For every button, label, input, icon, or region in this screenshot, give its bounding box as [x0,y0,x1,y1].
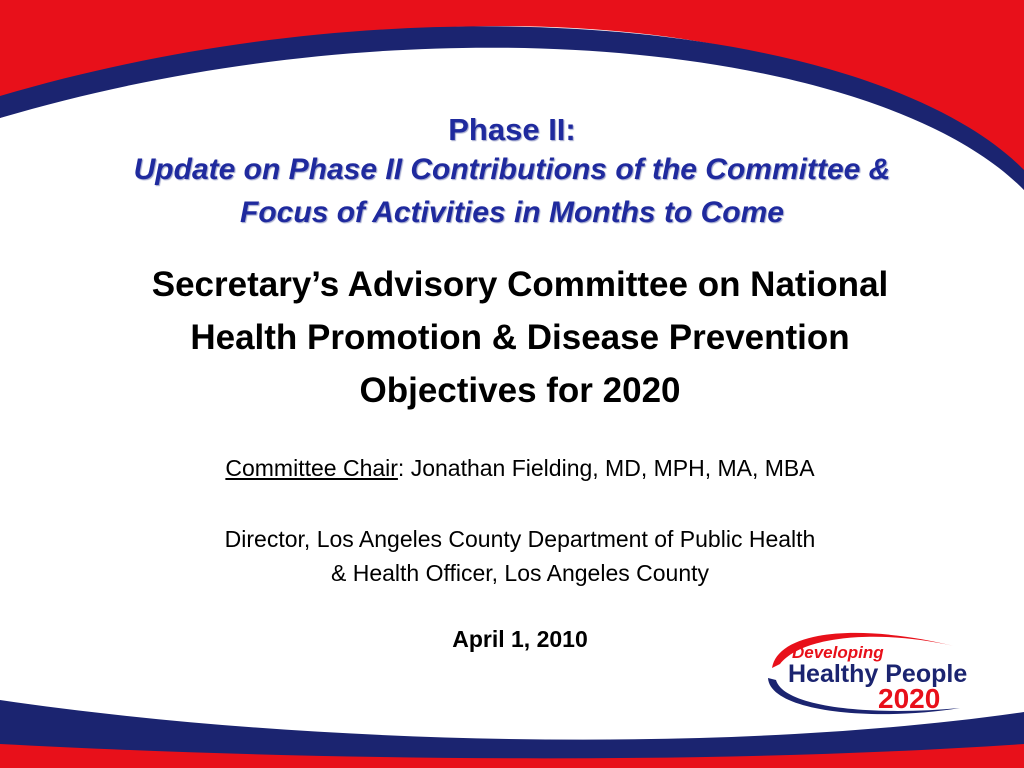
committee-title-line2: Health Promotion & Disease Prevention [190,318,850,357]
director-line1: Director, Los Angeles County Department of Public Health [224,526,816,552]
committee-chair [0,455,1024,482]
phase-title [0,112,1024,234]
presentation-date: April 1, 2010 [452,626,588,652]
committee-title-line1: Secretary’s Advisory Committee on National [151,265,889,304]
logo-developing: Developing [792,643,884,662]
logo-year: 2020 [878,683,941,714]
committee-chair-name: : Jonathan Fielding, MD, MPH, MA, MBA [397,455,815,481]
committee-chair-label: Committee Chair [225,455,398,481]
director-info [0,522,1024,590]
phase-title-line1: Phase II: [448,112,576,147]
phase-title-line3: Focus of Activities in Months to Come [240,196,784,229]
logo-healthy-people: Healthy People [788,660,968,688]
committee-title-line3: Objectives for 2020 [359,371,681,410]
committee-title [40,258,1000,417]
phase-title-line2: Update on Phase II Contributions of the Committee & [133,153,891,186]
director-line2: & Health Officer, Los Angeles County [330,560,710,586]
healthy-people-2020-logo [764,620,984,720]
